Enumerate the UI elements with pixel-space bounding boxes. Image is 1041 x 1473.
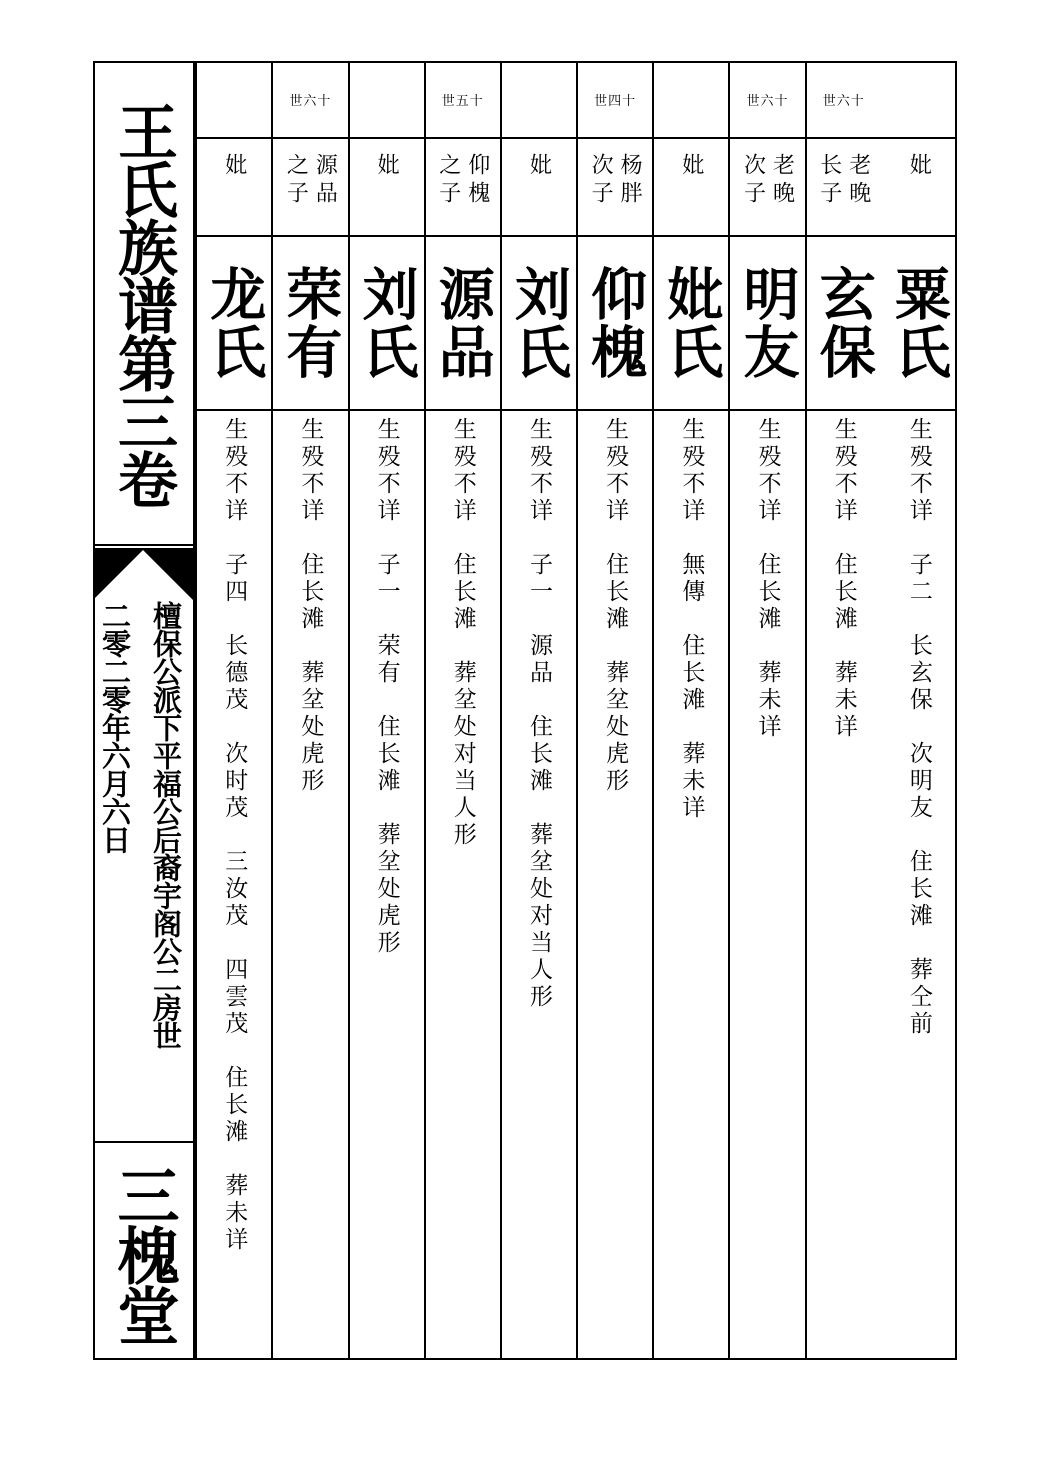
generation-label: 世六十	[730, 61, 804, 139]
person-bio: 生殁不详 住长滩 葬坌处虎形	[602, 417, 629, 795]
person-bio: 生殁不详 住长滩 葬坌处对当人形	[449, 417, 476, 849]
branch-note: 檀保公派下平福公后裔宇阁公二房世	[149, 601, 183, 1049]
person-bio: 生殁不详 子一 荣有 住长滩 葬坌处虎形	[373, 417, 400, 957]
relation-label: 仰槐 之子	[435, 153, 490, 209]
person-name: 玄保	[810, 265, 877, 381]
person-name: 粟氏	[885, 265, 952, 381]
genealogy-column	[652, 61, 728, 1360]
person-bio: 生殁不详 住长滩 葬未详	[754, 417, 781, 741]
relation-label: 妣	[221, 153, 247, 177]
generation-label: 世六十	[807, 61, 881, 139]
person-name: 刘氏	[505, 265, 572, 381]
genealogy-column	[576, 61, 652, 1360]
person-name: 明友	[734, 265, 801, 381]
person-name: 源品	[429, 265, 496, 381]
person-bio: 生殁不详 無傳 住长滩 葬未详	[678, 417, 705, 822]
generation-label	[350, 61, 424, 139]
book-title: 王氏族谱第三卷	[108, 101, 178, 507]
fishtail-mark	[93, 550, 193, 600]
relation-label: 妣	[374, 153, 400, 177]
genealogy-columns	[195, 61, 957, 1360]
generation-label	[502, 61, 576, 139]
relation-label: 老晚 次子	[740, 153, 795, 209]
relation-label: 妣	[678, 153, 704, 177]
generation-label: 世六十	[273, 61, 347, 139]
divider	[93, 544, 193, 546]
genealogy-column	[348, 61, 424, 1360]
relation-label: 妣	[906, 153, 932, 177]
person-bio: 生殁不详 子一 源品 住长滩 葬坌处对当人形	[525, 417, 552, 1011]
genealogy-column	[195, 61, 271, 1360]
genealogy-column	[728, 61, 804, 1360]
person-name: 妣氏	[658, 265, 725, 381]
hall-name: 三槐堂	[107, 1164, 180, 1344]
date: 二零二零年六月六日	[98, 601, 132, 853]
relation-label: 源品 之子	[283, 153, 338, 209]
genealogy-column	[805, 61, 881, 1360]
genealogy-column	[500, 61, 576, 1360]
person-bio: 生殁不详 子二 长玄保 次明友 住长滩 葬仝前	[905, 417, 932, 1038]
generation-label	[881, 61, 957, 139]
person-bio: 生殁不详 住长滩 葬坌处虎形	[297, 417, 324, 795]
person-name: 龙氏	[201, 265, 268, 381]
relation-label: 老晚 长子	[816, 153, 871, 209]
generation-label	[197, 61, 271, 139]
person-name: 荣有	[277, 265, 344, 381]
person-name: 刘氏	[353, 265, 420, 381]
person-bio: 生殁不详 住长滩 葬未详	[830, 417, 857, 741]
relation-label: 妣	[526, 153, 552, 177]
relation-label: 杨胖 次子	[588, 153, 643, 209]
divider	[93, 1141, 193, 1143]
genealogy-column	[271, 61, 347, 1360]
person-bio: 生殁不详 子四 长德茂 次时茂 三汝茂 四雲茂 住长滩 葬未详	[221, 417, 248, 1254]
genealogy-column	[424, 61, 500, 1360]
person-name: 仰槐	[582, 265, 649, 381]
generation-label: 世四十	[578, 61, 652, 139]
spine	[93, 61, 195, 1360]
genealogy-column	[881, 61, 957, 1360]
generation-label	[654, 61, 728, 139]
generation-label: 世五十	[426, 61, 500, 139]
